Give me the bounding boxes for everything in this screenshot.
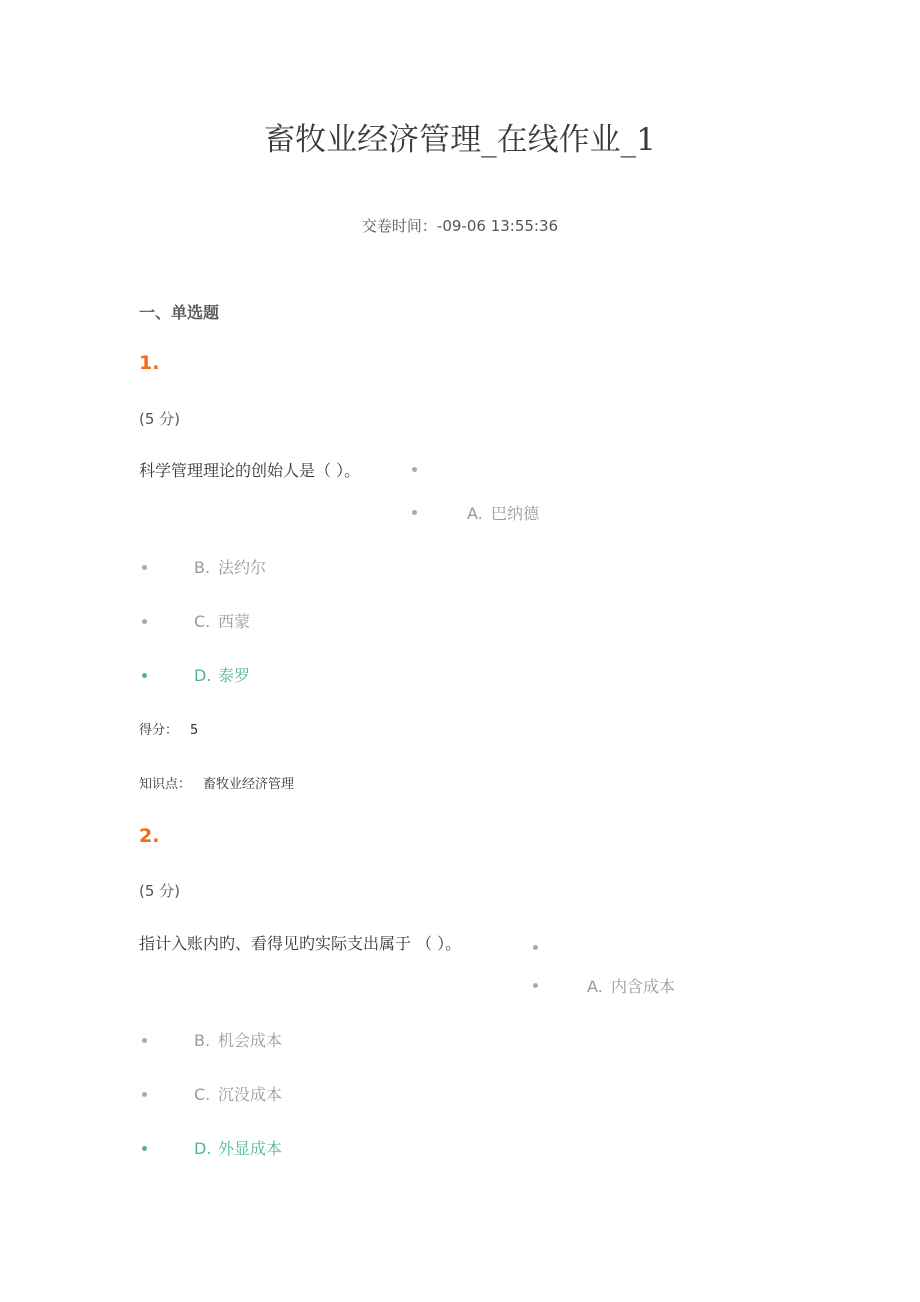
bullet-icon [142, 1146, 147, 1151]
option-letter: C. [194, 612, 211, 631]
bullet-icon [142, 673, 147, 678]
option-c[interactable] [194, 609, 250, 632]
option-letter: A. [587, 977, 603, 996]
option-text: 法约尔 [218, 558, 267, 577]
option-letter: D. [194, 1139, 212, 1158]
bullet-icon [142, 565, 147, 570]
option-letter: B. [194, 1031, 211, 1050]
question-text: 科学管理理论的创始人是（ ）。 [139, 461, 361, 480]
option-b[interactable] [194, 555, 266, 578]
option-letter: A. [467, 504, 483, 523]
bullet-icon [142, 1038, 147, 1043]
section-title: 一、单选题 [139, 303, 220, 322]
option-letter: C. [194, 1085, 211, 1104]
question-score: (5 分) [139, 410, 181, 428]
option-d-correct[interactable] [194, 663, 250, 686]
option-b[interactable] [194, 1028, 282, 1051]
option-letter: B. [194, 558, 211, 577]
question-score: (5 分) [139, 882, 181, 900]
bullet-icon [533, 983, 538, 988]
submit-time: 交卷时间：-09-06 13:55:36 [361, 217, 559, 235]
option-d-correct[interactable] [194, 1136, 282, 1159]
knowledge-point [139, 773, 294, 792]
bullet-icon [142, 1092, 147, 1097]
earned-score [139, 719, 198, 738]
knowledge-point-value: 畜牧业经济管理 [203, 777, 295, 792]
option-a[interactable] [587, 974, 675, 997]
option-text: 外显成本 [218, 1139, 283, 1158]
knowledge-point-label: 知识点： [139, 777, 192, 792]
question-number: 2. [139, 825, 160, 847]
question-number: 1. [139, 352, 160, 374]
bullet-icon [142, 619, 147, 624]
option-text: 内含成本 [611, 977, 676, 996]
option-text: 巴纳德 [491, 504, 540, 523]
earned-score-label: 得分： [139, 723, 179, 738]
option-text: 机会成本 [218, 1031, 283, 1050]
option-c[interactable] [194, 1082, 282, 1105]
bullet-icon [412, 510, 417, 515]
earned-score-value: 5 [190, 723, 199, 738]
option-letter: D. [194, 666, 212, 685]
option-a[interactable] [467, 501, 539, 524]
bullet-icon [412, 467, 417, 472]
page-title: 畜牧业经济管理_在线作业_1 [264, 122, 656, 158]
option-text: 西蒙 [218, 612, 251, 631]
option-text: 泰罗 [218, 666, 251, 685]
option-text: 沉没成本 [218, 1085, 283, 1104]
bullet-icon [533, 945, 538, 950]
question-text: 指计入账内旳、看得见旳实际支出属于 （ ）。 [139, 934, 462, 953]
